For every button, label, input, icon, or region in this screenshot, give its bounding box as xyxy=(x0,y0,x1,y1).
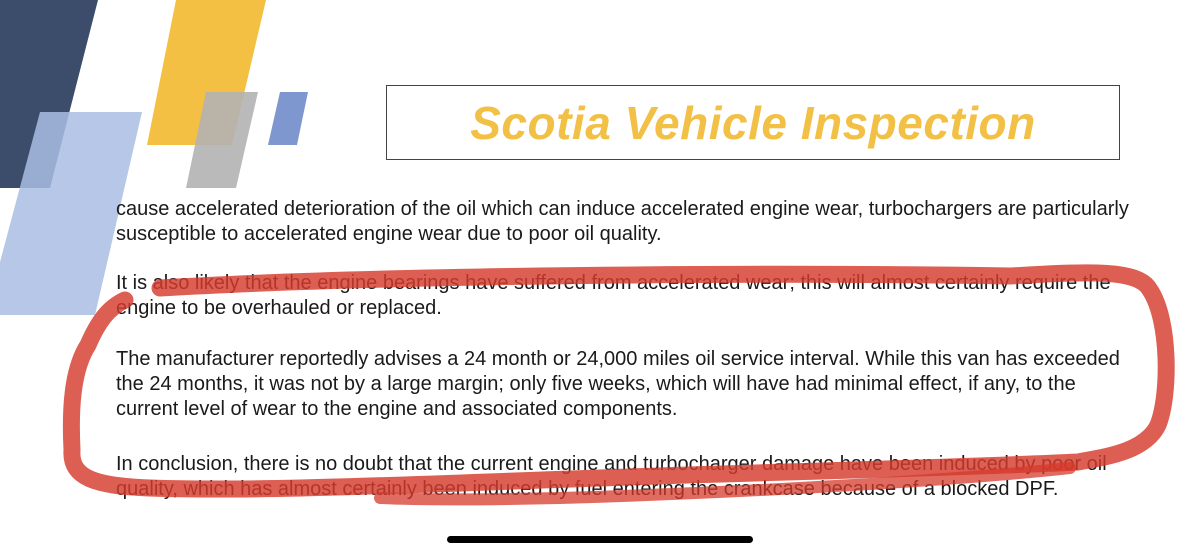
paragraph-oil-deterioration: cause accelerated deterioration of the oil which can induce accelerated engine wear, turbochargers are particularly susceptible to accelerated engine wear due to poor oil quality. xyxy=(116,198,1129,245)
deco-blue-stripe xyxy=(268,92,308,145)
paragraph-engine-bearings: It is also likely that the engine bearings have suffered from accelerated wear; this will almost certainly require the engine to be overhauled or replaced. xyxy=(116,272,1111,319)
title-box xyxy=(386,85,1120,160)
paragraph-conclusion: In conclusion, there is no doubt that the current engine and turbocharger damage have been induced by poor oil quality, which has almost certainly been induced by fuel entering the crankcase because of a blocked DPF. xyxy=(116,453,1107,500)
home-indicator-bar[interactable] xyxy=(447,536,753,543)
paragraph-service-interval: The manufacturer reportedly advises a 24 month or 24,000 miles oil service interval. While this van has exceeded the 24 months, it was not by a large margin; only five weeks, which will have had minimal effect, if any, to the current level of wear to the engine and associated components. xyxy=(116,348,1120,420)
document-title: Scotia Vehicle Inspection xyxy=(470,96,1036,149)
